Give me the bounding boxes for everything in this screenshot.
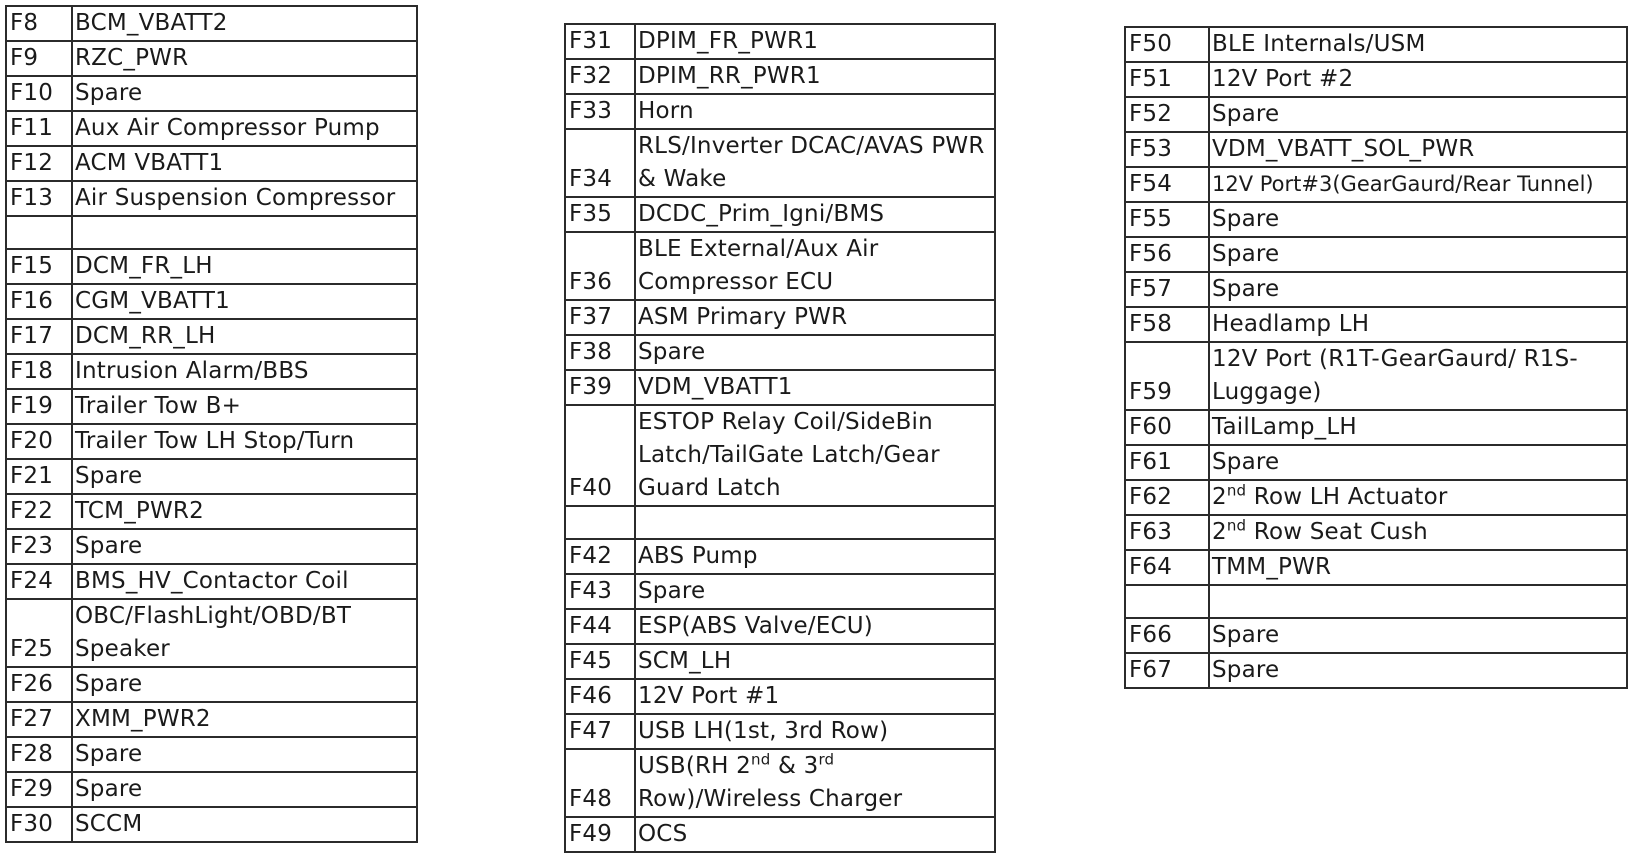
fuse-id: F23: [6, 529, 72, 564]
fuse-description: Spare: [72, 772, 417, 807]
fuse-id: F59: [1125, 342, 1209, 410]
fuse-description: Spare: [1209, 445, 1627, 480]
fuse-description: BLE External/Aux Air Compressor ECU: [635, 232, 995, 300]
table-row: [565, 59, 995, 94]
fuse-description: DPIM_FR_PWR1: [635, 24, 995, 59]
fuse-id: F56: [1125, 237, 1209, 272]
table-row: [565, 94, 995, 129]
fuse-description: 12V Port (R1T-GearGaurd/ R1S-Luggage): [1209, 342, 1627, 410]
table-row: [1125, 480, 1627, 515]
fuse-id: F57: [1125, 272, 1209, 307]
fuse-id: F47: [565, 714, 635, 749]
fuse-description: Spare: [635, 335, 995, 370]
fuse-description: Spare: [1209, 237, 1627, 272]
table-row: [1125, 132, 1627, 167]
fuse-id: F22: [6, 494, 72, 529]
fuse-id: F38: [565, 335, 635, 370]
fuse-description: SCM_LH: [635, 644, 995, 679]
fuse-id: F35: [565, 197, 635, 232]
fuse-id: F18: [6, 354, 72, 389]
fuse-id: F8: [6, 6, 72, 41]
fuse-id: F50: [1125, 27, 1209, 62]
fuse-id: F34: [565, 129, 635, 197]
table-row: [1125, 342, 1627, 410]
fuse-description: VDM_VBATT_SOL_PWR: [1209, 132, 1627, 167]
fuse-table-1: [5, 5, 418, 843]
table-row: [1125, 307, 1627, 342]
fuse-description: Spare: [1209, 618, 1627, 653]
fuse-id: F51: [1125, 62, 1209, 97]
fuse-description: DCM_RR_LH: [72, 319, 417, 354]
table-row: [565, 679, 995, 714]
fuse-id: F45: [565, 644, 635, 679]
fuse-id: F25: [6, 599, 72, 667]
fuse-description: ACM VBATT1: [72, 146, 417, 181]
fuse-id: F27: [6, 702, 72, 737]
fuse-description: Spare: [635, 574, 995, 609]
fuse-description: [1209, 585, 1627, 618]
fuse-id: F48: [565, 749, 635, 817]
table-row: [1125, 97, 1627, 132]
fuse-description-part: Row)/Wireless Charger: [638, 786, 903, 812]
fuse-id: F40: [565, 405, 635, 506]
fuse-id: F62: [1125, 480, 1209, 515]
table-row: [6, 249, 417, 284]
table-row: [565, 129, 995, 197]
fuse-id: F60: [1125, 410, 1209, 445]
fuse-id: F26: [6, 667, 72, 702]
fuse-description: 12V Port #1: [635, 679, 995, 714]
fuse-description: Spare: [1209, 97, 1627, 132]
fuse-description: BLE Internals/USM: [1209, 27, 1627, 62]
fuse-description: Spare: [72, 529, 417, 564]
table-row: [6, 181, 417, 216]
table-row: [6, 772, 417, 807]
fuse-description: USB LH(1st, 3rd Row): [635, 714, 995, 749]
table-row: [1125, 27, 1627, 62]
table-row: [565, 817, 995, 852]
fuse-description: OCS: [635, 817, 995, 852]
fuse-id: F10: [6, 76, 72, 111]
fuse-description: DPIM_RR_PWR1: [635, 59, 995, 94]
table-row: [6, 389, 417, 424]
fuse-description: ESTOP Relay Coil/SideBin Latch/TailGate Latch/Gear Guard Latch: [635, 405, 995, 506]
fuse-id: F36: [565, 232, 635, 300]
fuse-description: [1209, 480, 1627, 515]
fuse-id: F67: [1125, 653, 1209, 688]
table-row: [565, 714, 995, 749]
fuse-id: F30: [6, 807, 72, 842]
fuse-table-2: [564, 23, 996, 853]
table-row: [1125, 445, 1627, 480]
table-row: [6, 284, 417, 319]
fuse-description-part: 2: [1212, 484, 1227, 510]
fuse-description: Spare: [1209, 202, 1627, 237]
table-row: [6, 807, 417, 842]
table-row: [6, 702, 417, 737]
fuse-id: F21: [6, 459, 72, 494]
table-row: [6, 529, 417, 564]
fuse-description: Spare: [72, 76, 417, 111]
table-row: [6, 424, 417, 459]
fuse-description: ABS Pump: [635, 539, 995, 574]
fuse-id: F53: [1125, 132, 1209, 167]
table-row: [1125, 618, 1627, 653]
fuse-id: F61: [1125, 445, 1209, 480]
table-row: [6, 76, 417, 111]
table-row: [1125, 272, 1627, 307]
fuse-id: F13: [6, 181, 72, 216]
table-row: [565, 24, 995, 59]
fuse-description: Headlamp LH: [1209, 307, 1627, 342]
fuse-description: RLS/Inverter DCAC/AVAS PWR & Wake: [635, 129, 995, 197]
fuse-description: 12V Port #2: [1209, 62, 1627, 97]
fuse-id: F20: [6, 424, 72, 459]
fuse-id: F64: [1125, 550, 1209, 585]
fuse-description: ASM Primary PWR: [635, 300, 995, 335]
table-row: [565, 197, 995, 232]
fuse-description: CGM_VBATT1: [72, 284, 417, 319]
ordinal-suffix: nd: [751, 750, 771, 769]
fuse-id: F28: [6, 737, 72, 772]
table-row: [1125, 653, 1627, 688]
fuse-description: XMM_PWR2: [72, 702, 417, 737]
table-row: [6, 354, 417, 389]
fuse-id: F9: [6, 41, 72, 76]
table-row: [1125, 237, 1627, 272]
fuse-description: 12V Port#3(GearGaurd/Rear Tunnel): [1209, 167, 1627, 202]
fuse-id: F19: [6, 389, 72, 424]
fuse-description: TCM_PWR2: [72, 494, 417, 529]
table-row: [565, 539, 995, 574]
fuse-id: [1125, 585, 1209, 618]
table-row: [6, 111, 417, 146]
fuse-description: Spare: [72, 667, 417, 702]
fuse-id: F29: [6, 772, 72, 807]
fuse-description: Spare: [72, 737, 417, 772]
table-row: [565, 574, 995, 609]
table-row: [6, 667, 417, 702]
fuse-description: OBC/FlashLight/OBD/BT Speaker: [72, 599, 417, 667]
table-row: [6, 459, 417, 494]
table-row: [6, 494, 417, 529]
table-row: [1125, 550, 1627, 585]
table-row: [565, 300, 995, 335]
fuse-id: F63: [1125, 515, 1209, 550]
table-row: [6, 599, 417, 667]
fuse-table-3: [1124, 26, 1628, 689]
fuse-id: F11: [6, 111, 72, 146]
ordinal-suffix: nd: [1226, 516, 1247, 535]
fuse-id: F37: [565, 300, 635, 335]
fuse-description: DCDC_Prim_Igni/BMS: [635, 197, 995, 232]
fuse-id: F16: [6, 284, 72, 319]
table-row: [565, 405, 995, 506]
fuse-description: [1209, 515, 1627, 550]
fuse-id: F46: [565, 679, 635, 714]
fuse-id: F55: [1125, 202, 1209, 237]
fuse-description: Spare: [1209, 653, 1627, 688]
table-row: [6, 319, 417, 354]
table-row: [565, 335, 995, 370]
fuse-id: F15: [6, 249, 72, 284]
table-row: [6, 146, 417, 181]
fuse-id: F31: [565, 24, 635, 59]
fuse-description: BCM_VBATT2: [72, 6, 417, 41]
table-row: [1125, 202, 1627, 237]
fuse-description: TMM_PWR: [1209, 550, 1627, 585]
fuse-description: VDM_VBATT1: [635, 370, 995, 405]
fuse-id: F54: [1125, 167, 1209, 202]
fuse-id: F42: [565, 539, 635, 574]
fuse-description: [635, 749, 995, 817]
fuse-description-part: USB(RH 2: [638, 753, 752, 779]
fuse-id: F32: [565, 59, 635, 94]
fuse-id: [565, 506, 635, 539]
ordinal-suffix: nd: [1226, 481, 1247, 500]
fuse-id: F39: [565, 370, 635, 405]
fuse-description-part: 2: [1212, 519, 1227, 545]
table-row: [6, 737, 417, 772]
fuse-description: SCCM: [72, 807, 417, 842]
table-row: [1125, 62, 1627, 97]
fuse-id: [6, 216, 72, 249]
table-row: [1125, 167, 1627, 202]
fuse-description: Aux Air Compressor Pump: [72, 111, 417, 146]
fuse-description: Trailer Tow LH Stop/Turn: [72, 424, 417, 459]
fuse-description: TailLamp_LH: [1209, 410, 1627, 445]
table-row: [6, 41, 417, 76]
table-row: [565, 749, 995, 817]
table-row: [6, 564, 417, 599]
table-row: [565, 506, 995, 539]
fuse-description: Horn: [635, 94, 995, 129]
fuse-description: BMS_HV_Contactor Coil: [72, 564, 417, 599]
fuse-description: Trailer Tow B+: [72, 389, 417, 424]
ordinal-suffix: rd: [818, 750, 835, 769]
fuse-description: ESP(ABS Valve/ECU): [635, 609, 995, 644]
table-row: [1125, 410, 1627, 445]
fuse-description: DCM_FR_LH: [72, 249, 417, 284]
fuse-description: Air Suspension Compressor: [72, 181, 417, 216]
fuse-description: Spare: [72, 459, 417, 494]
fuse-id: F49: [565, 817, 635, 852]
fuse-description-part: & 3: [770, 753, 819, 779]
fuse-id: F17: [6, 319, 72, 354]
fuse-id: F52: [1125, 97, 1209, 132]
fuse-id: F33: [565, 94, 635, 129]
table-row: [6, 216, 417, 249]
table-row: [6, 6, 417, 41]
table-row: [565, 370, 995, 405]
table-row: [1125, 515, 1627, 550]
fuse-description-part: Row LH Actuator: [1246, 484, 1448, 510]
fuse-description: [635, 506, 995, 539]
table-row: [565, 644, 995, 679]
fuse-description: Intrusion Alarm/BBS: [72, 354, 417, 389]
fuse-description: Spare: [1209, 272, 1627, 307]
fuse-description-part: Row Seat Cush: [1246, 519, 1428, 545]
fuse-id: F66: [1125, 618, 1209, 653]
table-row: [1125, 585, 1627, 618]
table-row: [565, 232, 995, 300]
table-row: [565, 609, 995, 644]
fuse-description: [72, 216, 417, 249]
fuse-id: F12: [6, 146, 72, 181]
fuse-id: F44: [565, 609, 635, 644]
fuse-id: F43: [565, 574, 635, 609]
fuse-id: F58: [1125, 307, 1209, 342]
fuse-description: RZC_PWR: [72, 41, 417, 76]
fuse-id: F24: [6, 564, 72, 599]
